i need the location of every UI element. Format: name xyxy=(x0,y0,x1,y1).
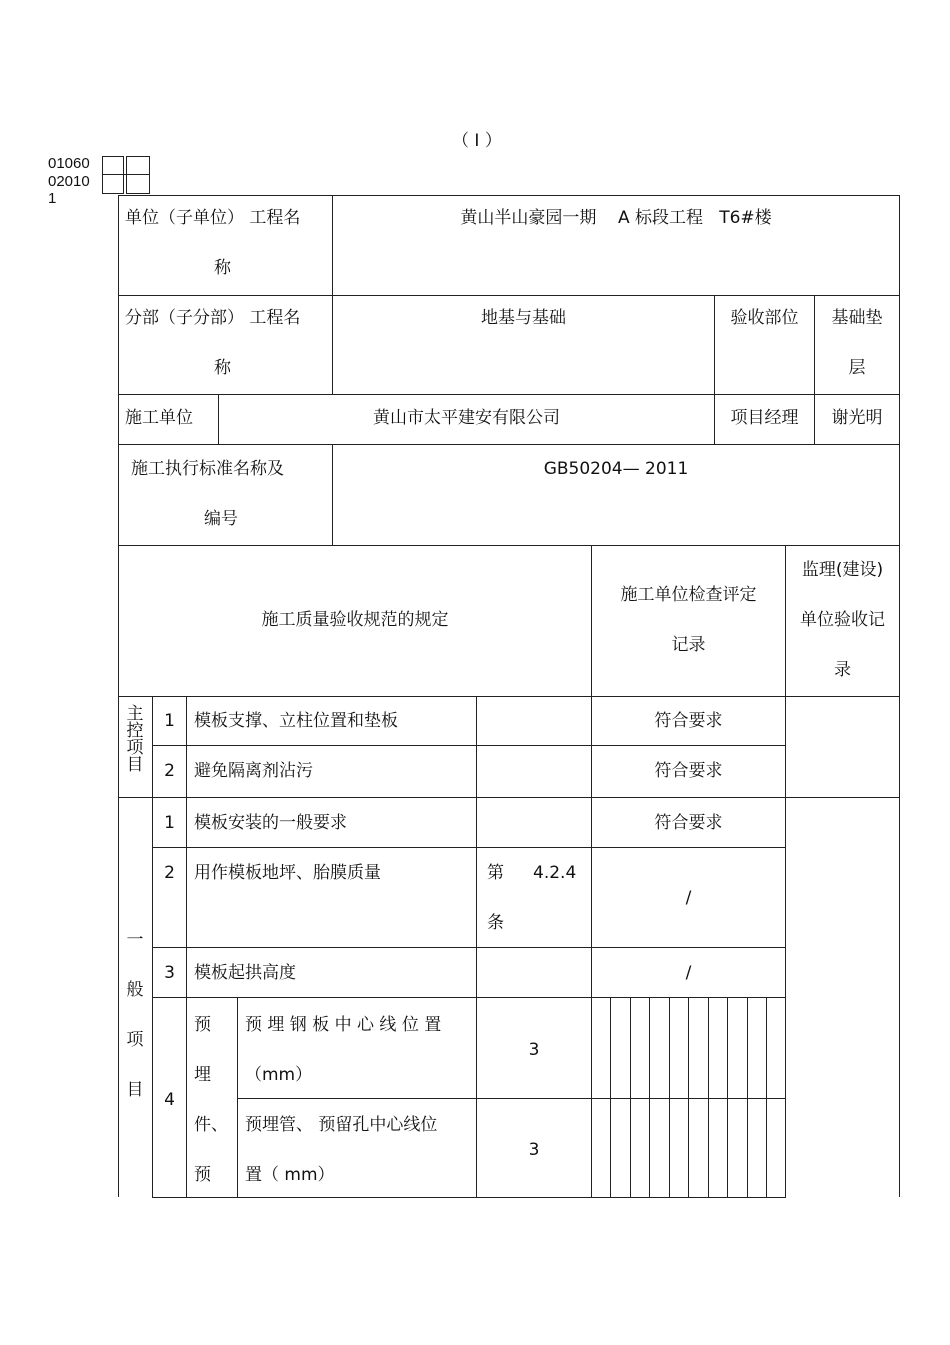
contractor-value: 黄山市太平建安有限公司 xyxy=(373,408,560,428)
code-line-1: 01060 xyxy=(48,155,90,172)
sub-item-tolerance: 3 xyxy=(528,1140,540,1160)
embedded-parts-label-4: 预 xyxy=(194,1165,211,1185)
general-item-no: 1 xyxy=(164,813,175,833)
general-item-name: 模板起拱高度 xyxy=(194,963,296,983)
code-line-3: 1 xyxy=(48,190,57,207)
embedded-parts-label-3: 件、 xyxy=(194,1115,228,1135)
general-item-name: 用作模板地坪、胎膜质量 xyxy=(194,863,381,883)
main-item-no: 1 xyxy=(164,711,175,731)
general-item-no: 4 xyxy=(164,1090,175,1110)
manager-label: 项目经理 xyxy=(730,408,799,428)
code-box-2 xyxy=(126,156,150,194)
general-item-clause-suffix: 条 xyxy=(487,913,504,933)
sub-item-unit: 置（ mm） xyxy=(245,1165,335,1185)
standard-label-cont: 编号 xyxy=(204,509,238,529)
general-item-name: 模板安装的一般要求 xyxy=(194,813,347,833)
contractor-check-header: 施工单位检查评定 xyxy=(620,585,757,605)
division-label-cont: 称 xyxy=(214,358,231,378)
standard-value: GB50204— 2011 xyxy=(543,459,689,479)
acceptance-part-label: 验收部位 xyxy=(730,308,799,328)
division-label: 分部（子分部） 工程名 xyxy=(125,308,301,328)
sub-item-name: 预埋管、 预留孔中心线位 xyxy=(245,1115,438,1135)
general-item-clause: 第 xyxy=(487,863,504,883)
code-box-divider xyxy=(102,174,150,175)
general-item-result: / xyxy=(685,963,692,983)
general-item-result: 符合要求 xyxy=(654,813,723,833)
project-name-label: 单位（子单位） 工程名 xyxy=(125,208,301,228)
standard-label: 施工执行标准名称及 xyxy=(131,459,284,479)
code-box-1 xyxy=(102,156,124,194)
main-item-result: 符合要求 xyxy=(654,761,723,781)
embedded-parts-label-2: 埋 xyxy=(194,1065,211,1085)
acceptance-part-value-cont: 层 xyxy=(848,358,866,378)
supervisor-header-cont: 单位验收记 xyxy=(800,610,885,630)
contractor-check-header-cont: 记录 xyxy=(671,635,706,655)
code-line-2: 02010 xyxy=(48,173,90,190)
acceptance-part-value: 基础垫 xyxy=(831,308,883,328)
sub-item-name: 预 埋 钢 板 中 心 线 位 置 xyxy=(245,1015,442,1035)
general-item-no: 2 xyxy=(164,863,175,883)
general-item-clause-number: 4.2.4 xyxy=(533,863,577,883)
division-value: 地基与基础 xyxy=(481,308,566,328)
main-item-name: 模板支撑、立柱位置和垫板 xyxy=(194,711,398,731)
general-group-label: 一般项目 xyxy=(126,930,144,1100)
supervisor-header: 监理(建设) xyxy=(801,560,884,580)
sub-item-unit: （mm） xyxy=(245,1065,313,1085)
project-name-label-cont: 称 xyxy=(214,258,231,278)
manager-value: 谢光明 xyxy=(831,408,883,428)
spec-header: 施工质量验收规范的规定 xyxy=(261,610,449,630)
contractor-label: 施工单位 xyxy=(125,408,193,428)
sub-item-tolerance: 3 xyxy=(528,1040,540,1060)
main-group-label: 主控项目 xyxy=(126,704,144,775)
embedded-parts-label-1: 预 xyxy=(194,1015,211,1035)
main-item-name: 避免隔离剂沾污 xyxy=(194,761,313,781)
supervisor-header-end: 录 xyxy=(834,660,851,680)
roman-numeral-heading: （ I ） xyxy=(452,131,502,151)
project-name-value: 黄山半山豪园一期 A 标段工程 T6#楼 xyxy=(460,208,772,228)
main-item-result: 符合要求 xyxy=(654,711,723,731)
main-item-no: 2 xyxy=(164,761,175,781)
general-item-result: / xyxy=(685,888,692,908)
general-item-no: 3 xyxy=(164,963,175,983)
